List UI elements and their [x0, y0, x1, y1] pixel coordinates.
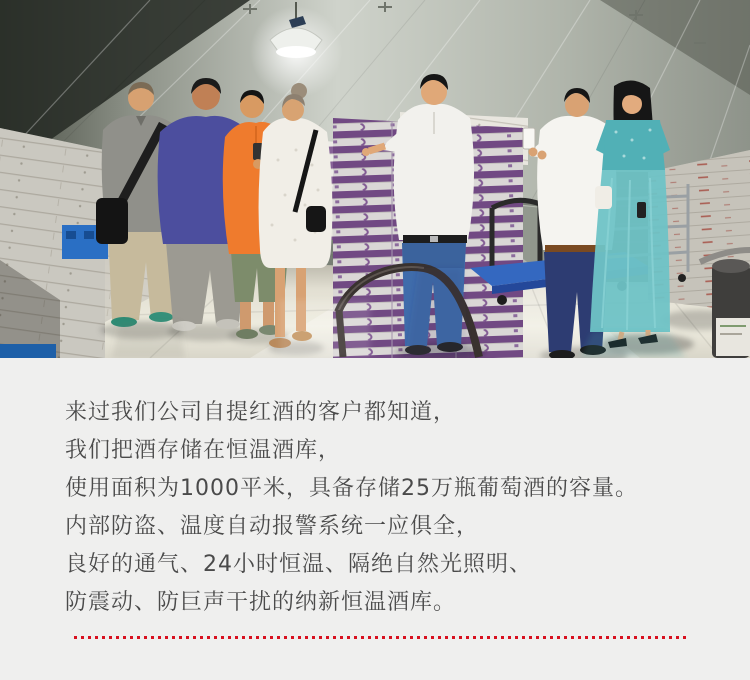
description-line: 内部防盗、温度自动报警系统一应俱全， [65, 514, 480, 539]
pallet-blue-bottom-left [0, 344, 56, 358]
description-line: 来过我们公司自提红酒的客户都知道， [65, 400, 457, 425]
description-text [65, 394, 750, 622]
description-line: 我们把酒存储在恒温酒库， [65, 438, 342, 463]
red-dotted-divider [74, 636, 686, 639]
description-line: 良好的通气、24小时恒温、隔绝自然光照明、 [65, 552, 532, 577]
description-line: 使用面积为1000平米，具备存储25万瓶葡萄酒的容量。 [65, 476, 638, 501]
description-line: 防震动、防巨声干扰的纳新恒温酒库。 [65, 590, 457, 615]
